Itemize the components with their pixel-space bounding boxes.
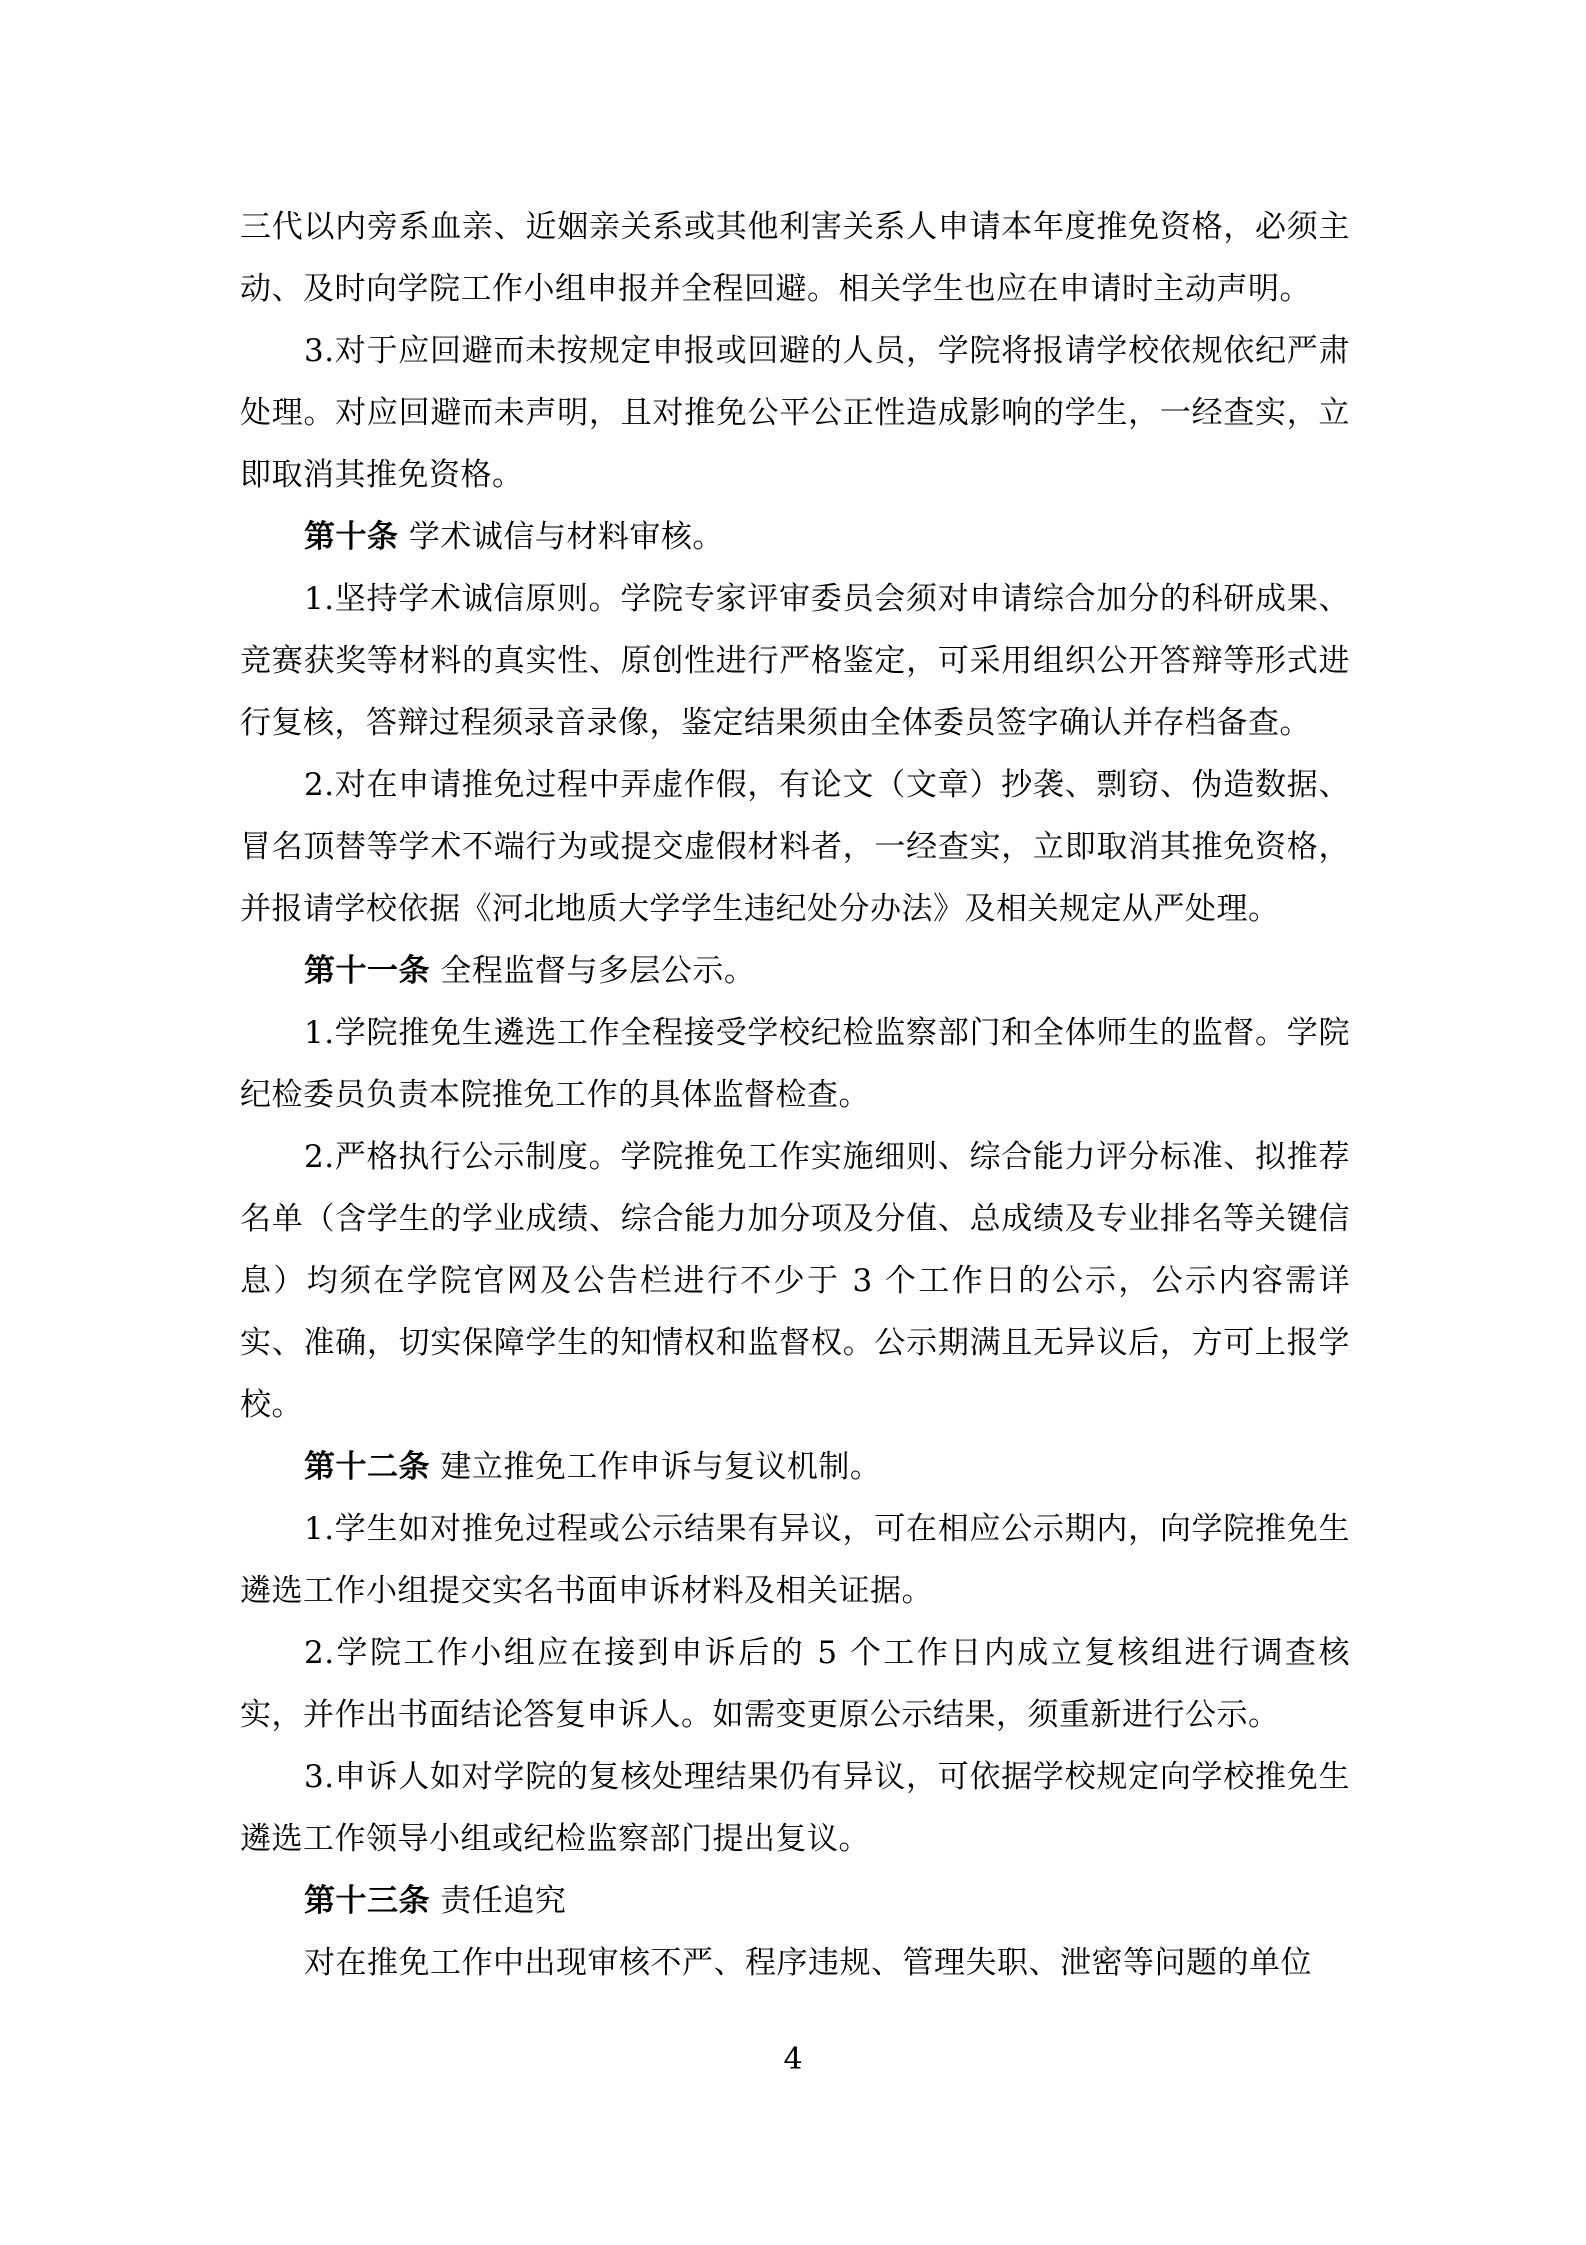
article-title: 全程监督与多层公示。 (430, 953, 756, 989)
paragraph (240, 196, 1350, 320)
paragraph (240, 568, 1350, 754)
paragraph-text: 对在推免工作中出现审核不严、程序违规、管理失职、泄密等问题的单位 (304, 1945, 1312, 1981)
article-title: 学术诚信与材料审核。 (398, 519, 724, 555)
article-number: 第十条 (304, 519, 399, 555)
paragraph (240, 1746, 1350, 1870)
paragraph (240, 1498, 1350, 1622)
article-number: 第十三条 (304, 1883, 430, 1919)
paragraph-text: 2.严格执行公示制度。学院推免工作实施细则、综合能力评分标准、拟推荐名单（含学生的学业成绩、综合能力加分项及分值、总成绩及专业排名等关键信息）均须在学院官网及公告栏进行不少于 3 个工作日的公示，公示内容需详实、准确，切实保障学生的知情权和监督权。公示期满且无异议后，方可上报学校。 (240, 1139, 1350, 1423)
article-heading-paragraph (240, 1436, 1350, 1498)
article-number: 第十一条 (304, 953, 430, 989)
paragraph-text: 2.对在申请推免过程中弄虚作假，有论文（文章）抄袭、剽窃、伪造数据、冒名顶替等学术不端行为或提交虚假材料者，一经查实，立即取消其推免资格，并报请学校依据《河北地质大学学生违纪处分办法》及相关规定从严处理。 (240, 767, 1350, 927)
paragraph (240, 754, 1350, 940)
paragraph-text: 1.学院推免生遴选工作全程接受学校纪检监察部门和全体师生的监督。学院纪检委员负责本院推免工作的具体监督检查。 (240, 1015, 1350, 1113)
page-number: 4 (783, 2042, 803, 2077)
paragraph (240, 1932, 1350, 1994)
paragraph-text: 3.申诉人如对学院的复核处理结果仍有异议，可依据学校规定向学校推免生遴选工作领导小组或纪检监察部门提出复议。 (240, 1759, 1350, 1857)
paragraph (240, 1622, 1350, 1746)
paragraph (240, 1126, 1350, 1436)
paragraph (240, 320, 1350, 506)
article-title: 责任追究 (430, 1883, 567, 1919)
paragraph (240, 1002, 1350, 1126)
article-heading-paragraph (240, 506, 1350, 568)
article-heading-paragraph (240, 940, 1350, 1002)
article-title: 建立推免工作申诉与复议机制。 (430, 1449, 882, 1485)
paragraph-text: 三代以内旁系血亲、近姻亲关系或其他利害关系人申请本年度推免资格，必须主动、及时向学院工作小组申报并全程回避。相关学生也应在申请时主动声明。 (240, 209, 1350, 307)
article-heading-paragraph (240, 1870, 1350, 1932)
paragraph-text: 1.学生如对推免过程或公示结果有异议，可在相应公示期内，向学院推免生遴选工作小组提交实名书面申诉材料及相关证据。 (240, 1511, 1350, 1609)
paragraph-text: 2.学院工作小组应在接到申诉后的 5 个工作日内成立复核组进行调查核实，并作出书面结论答复申诉人。如需变更原公示结果，须重新进行公示。 (240, 1635, 1350, 1733)
paragraph-text: 3.对于应回避而未按规定申报或回避的人员，学院将报请学校依规依纪严肃处理。对应回避而未声明，且对推免公平公正性造成影响的学生，一经查实，立即取消其推免资格。 (240, 333, 1350, 493)
document-body (240, 196, 1350, 1994)
paragraph-text: 1.坚持学术诚信原则。学院专家评审委员会须对申请综合加分的科研成果、竞赛获奖等材料的真实性、原创性进行严格鉴定，可采用组织公开答辩等形式进行复核，答辩过程须录音录像，鉴定结果须由全体委员签字确认并存档备查。 (240, 581, 1350, 741)
article-number: 第十二条 (304, 1449, 430, 1485)
